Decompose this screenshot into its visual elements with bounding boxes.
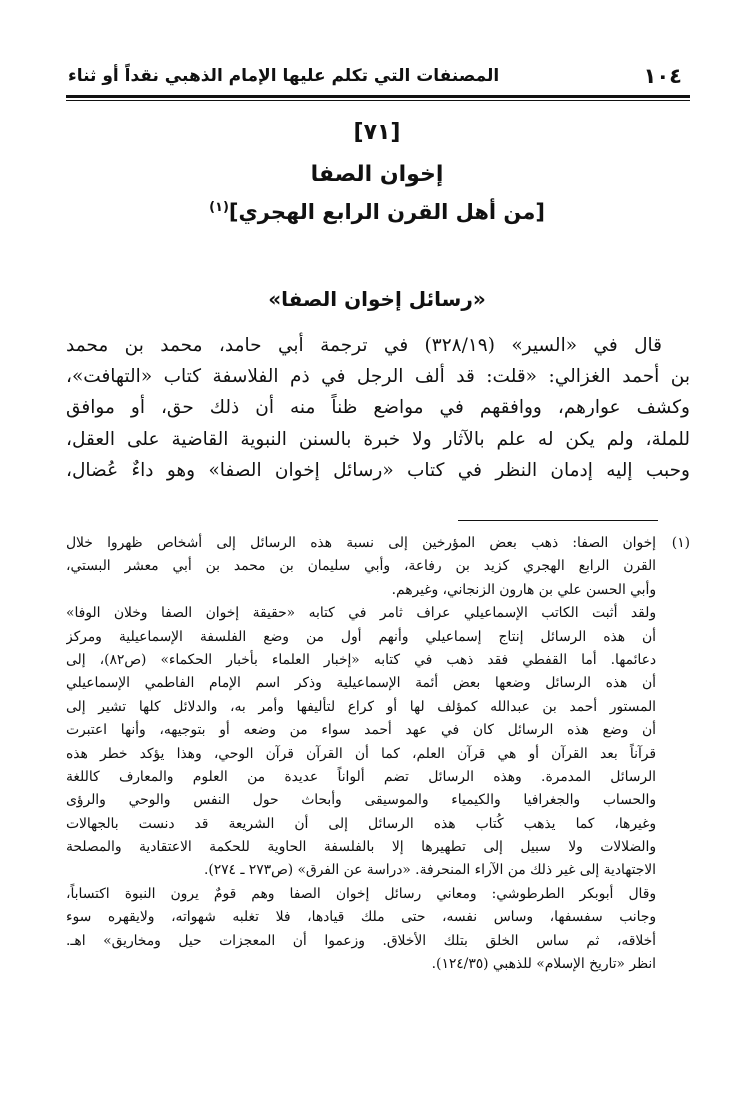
body-paragraph — [66, 330, 690, 486]
footnote-line: قرآناً بعد القرآن أو هي قرآن العلم، كما أن القرآن قرآن الوحي، وهذا يؤكد خطر هذه — [66, 745, 656, 762]
footnote-line: والحساب والجغرافيا والكيمياء والموسيقى وأبحاث حول النفس والوحي والرؤى — [66, 792, 656, 809]
footnote-line: دعائمها. أما القفطي فقد ذهب في كتابه «إخبار العلماء بأخبار الحكماء» (ص٨٢)، إلى — [66, 651, 656, 668]
footnote-line: إخوان الصفا: ذهب بعض المؤرخين إلى نسبة هذه الرسائل إلى أشخاص ظهروا خلال — [66, 535, 656, 551]
footnote-line: أخلاقه، ثم ساس الخلق بتلك الأخلاق. وزعموا أن المعجزات حيل ومخاريق» اهـ. — [66, 932, 656, 949]
header-rule — [66, 95, 690, 98]
footnote-line: وغيرها، كما يذهب كُتاب هذه الرسائل إلى أن الشريعة قد دنست بالجهالات — [66, 815, 656, 832]
entry-title: إخوان الصفا — [310, 162, 444, 187]
entry-number: [٧١] — [353, 120, 401, 145]
body-line: قال في «السير» (٣٢٨/١٩) في ترجمة أبي حامد، محمد بن محمد — [66, 335, 662, 356]
header-rule-thin — [66, 100, 690, 101]
footnote-separator — [458, 520, 658, 521]
footnote-line: انظر «تاريخ الإسلام» للذهبي (١٢٤/٣٥). — [431, 956, 656, 973]
footnote-body — [66, 555, 690, 976]
footnote-line: وقال أبوبكر الطرطوشي: ومعاني رسائل إخوان الصفا وهم قومٌ يرون النبوة اكتساباً، — [66, 885, 656, 902]
footnote-line: الرسائل المدمرة. وهذه الرسائل تضم ألواناً عديدة من العلوم والمعارف كاللغة — [66, 768, 656, 785]
footnote-line: القرن الرابع الهجري كزيد بن رفاعة، وأبي سليمان بن محمد بن أبي معشر البستي، — [66, 558, 656, 575]
footnote-line: أن هذه الرسائل إنتاج إسماعيلي وأنهم أول من وضع الفلسفة الإسماعيلية ومركز — [66, 628, 656, 645]
body-line: للملة، ولم يكن له علم بالآثار ولا خبرة بالسنن النبوية القاضية على العقل، — [66, 428, 690, 450]
footnote-line: وأبي الحسن علي بن هارون الزنجاني، وغيرهم. — [391, 581, 656, 598]
footnote-line: ولقد أثبت الكاتب الإسماعيلي عراف ثامر في كتابه «حقيقة إخوان الصفا وخلان الوفا» — [66, 605, 656, 622]
footnote-marker: (١) — [671, 535, 690, 551]
footnote-line: وجانب سفسفها، وساس نفسه، حتى ملك قيادها، فلا تغلبه شهواته، ولايقهره سوء — [66, 909, 656, 926]
footnote — [66, 532, 690, 976]
footnote-line: المستور أحمد بن عبدالله كمؤلف لها أو كراع لتأليفها وأمر به، والدلائل كلها تشير إلى — [66, 698, 656, 715]
running-header — [68, 62, 688, 92]
body-line: وكشف عوارهم، ووافقهم في مواضع ظناً منه أن ذلك حق، أو موافق — [66, 397, 690, 419]
entry-subtitle — [0, 200, 754, 224]
work-title: «رسائل إخوان الصفا» — [268, 287, 486, 311]
footnote-line: والضلالات ولا سبيل إلى تطهيرها إلا بالفلسفة الحاوية للحكمة الاعتقادية والمصلحة — [66, 839, 656, 856]
footnote-first-line — [66, 532, 690, 555]
body-line: وحبب إليه إدمان النظر في كتاب «رسائل إخوان الصفا» وهو داءٌ عُضال، — [66, 459, 690, 481]
page-number: ١٠٤ — [643, 64, 682, 88]
footnote-line: أن هذه الرسائل وضعها بعض أئمة الإسماعيلية وذكر اسم الإمام الفاطمي الإسماعيلي — [66, 675, 656, 692]
body-line: بن أحمد الغزالي: «قلت: قد ألف الرجل في ذم الفلاسفة كتاب «التهافت»، — [66, 366, 690, 388]
entry-subtitle-text: [من أهل القرن الرابع الهجري] — [228, 200, 545, 224]
footnote-line: أن وضع هذه الرسائل كان في عهد أحمد سواء من وضعه أو بتوجيهه، وأنها اعتبرت — [66, 722, 656, 739]
footnote-line: الاجتهادية إلى غير ذلك من الآراء المنحرفة. «دراسة عن الفرق» (ص٢٧٣ ـ ٢٧٤). — [203, 862, 656, 879]
running-title: المصنفات التي تكلم عليها الإمام الذهبي نقداً أو ثناء — [68, 66, 500, 86]
footnote-reference: (١) — [209, 200, 229, 215]
